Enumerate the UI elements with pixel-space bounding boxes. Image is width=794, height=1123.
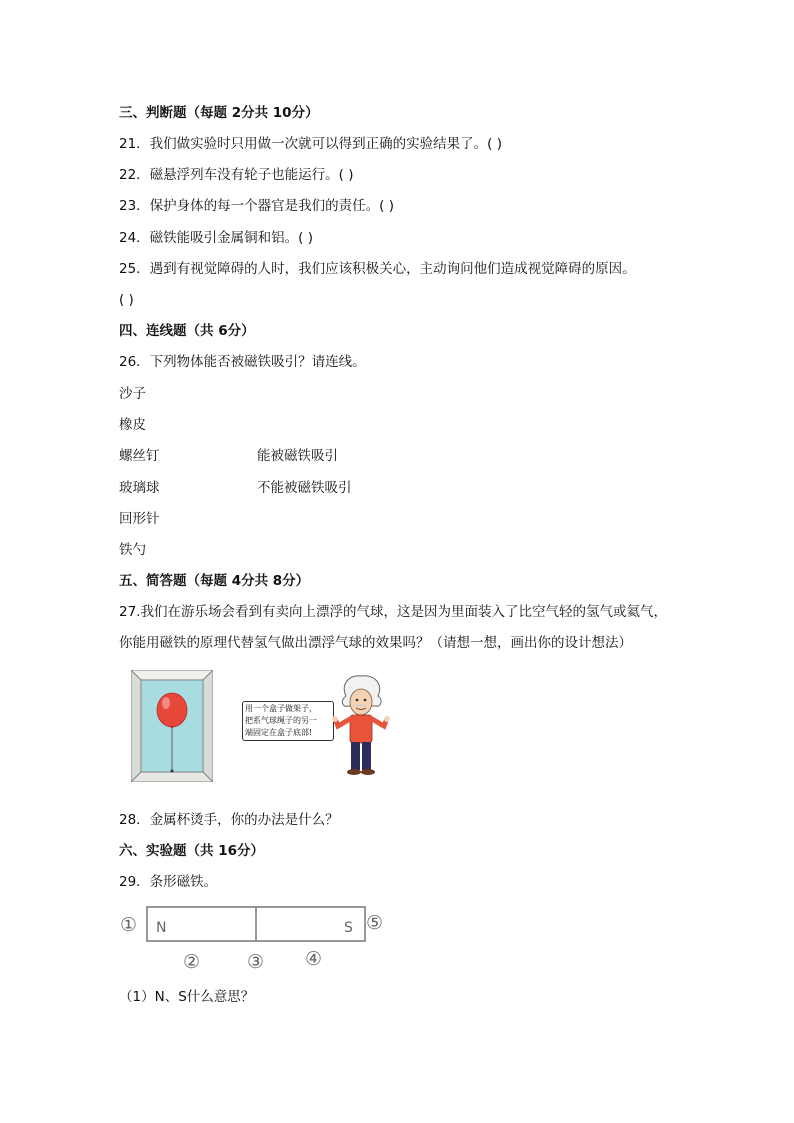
- bubble-line-2: 把系气球绳子的另一: [245, 716, 317, 725]
- question-28: 28．金属杯烫手，你的办法是什么？: [119, 812, 339, 828]
- speech-bubble: [242, 701, 334, 741]
- question-23: 23．保护身体的每一个器官是我们的责任。( ): [119, 198, 395, 214]
- magnet-n-label: N: [156, 920, 167, 936]
- section-6-heading: 六、实验题（共 16分）: [119, 843, 264, 859]
- match-option-not-attracted: 不能被磁铁吸引: [257, 480, 352, 496]
- marker-5: ⑤: [366, 912, 384, 934]
- match-item-screw: 螺丝钉: [119, 448, 160, 464]
- match-item-iron-spoon: 铁勺: [119, 542, 146, 558]
- match-item-marble: 玻璃球: [119, 480, 160, 496]
- marker-3: ③: [247, 951, 265, 973]
- marker-1: ①: [120, 914, 138, 936]
- question-29-1: （1）N、S什么意思？: [119, 989, 255, 1005]
- marker-4: ④: [305, 948, 323, 970]
- question-21: 21．我们做实验时只用做一次就可以得到正确的实验结果了。( ): [119, 136, 503, 152]
- balloon-box-figure: [131, 670, 213, 782]
- bubble-line-1: 用一个盒子做架子，: [245, 704, 317, 713]
- cartoon-scientist-figure: [330, 674, 392, 776]
- magnet-s-label: S: [344, 920, 353, 936]
- question-29: 29．条形磁铁。: [119, 874, 218, 890]
- question-27-line1: 27.我们在游乐场会看到有卖向上漂浮的气球，这是因为里面装入了比空气轻的氢气或氦气，: [119, 604, 667, 620]
- section-5-heading: 五、简答题（每题 4分共 8分）: [119, 573, 310, 589]
- question-27-line2: 你能用磁铁的原理代替氢气做出漂浮气球的效果吗？（请想一想，画出你的设计想法）: [119, 635, 632, 651]
- question-22: 22．磁悬浮列车没有轮子也能运行。( ): [119, 167, 354, 183]
- question-26: 26．下列物体能否被磁铁吸引？请连线。: [119, 354, 366, 370]
- question-25-blank: ( ): [119, 292, 134, 308]
- question-24: 24．磁铁能吸引金属铜和铝。( ): [119, 230, 314, 246]
- match-item-sand: 沙子: [119, 386, 146, 402]
- bubble-line-3: 端固定在盒子底部!: [245, 728, 313, 737]
- section-3-heading: 三、判断题（每题 2分共 10分）: [119, 105, 319, 121]
- marker-2: ②: [183, 951, 201, 973]
- match-item-eraser: 橡皮: [119, 417, 146, 433]
- match-item-paperclip: 回形针: [119, 511, 160, 527]
- question-25: 25．遇到有视觉障碍的人时，我们应该积极关心，主动询问他们造成视觉障碍的原因。: [119, 261, 636, 277]
- section-4-heading: 四、连线题（共 6分）: [119, 323, 255, 339]
- bar-magnet-figure: [120, 902, 390, 976]
- match-option-attracted: 能被磁铁吸引: [257, 448, 338, 464]
